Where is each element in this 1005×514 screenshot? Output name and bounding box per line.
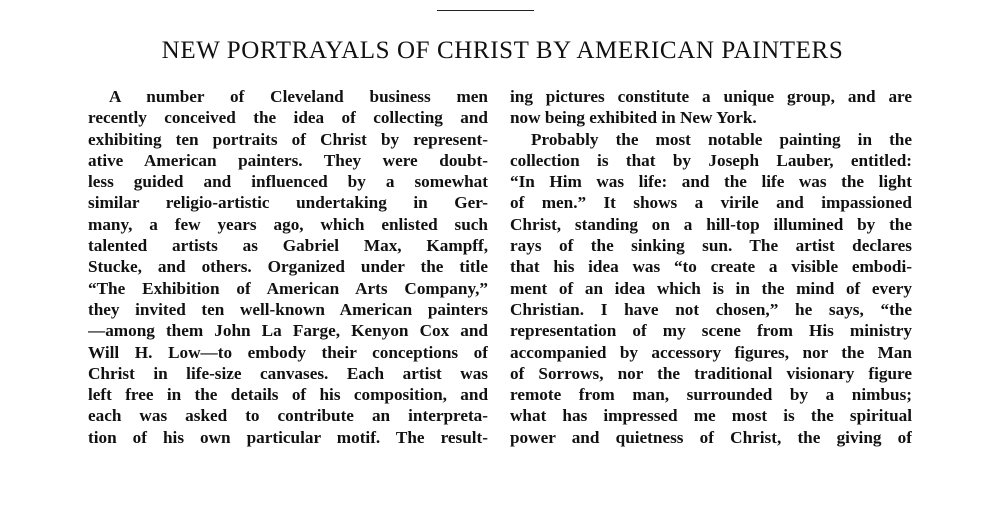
text-line: what has impressed me most is the spiritual [510, 406, 912, 426]
text-line: of Sorrows, nor the traditional visionary figure [510, 363, 912, 383]
article-title: NEW PORTRAYALS OF CHRIST BY AMERICAN PAINTERS [161, 37, 844, 64]
text-line: tion of his own particular motif. The result- [88, 427, 488, 447]
text-line: Stucke, and others. Organized under the title [88, 257, 488, 277]
text-line: ment of an idea which is in the mind of every [510, 278, 912, 298]
text-line: Christ, standing on a hill-top illumined by the [510, 214, 912, 234]
text-line: ing pictures constitute a unique group, and are [510, 87, 912, 106]
text-line: collection is that by Joseph Lauber, entitled: [510, 150, 912, 170]
text-line: A number of Cleveland business men [109, 87, 488, 106]
text-line: “In Him was life: and the life was the light [510, 172, 912, 192]
text-line: talented artists as Gabriel Max, Kampff, [88, 236, 488, 256]
right-column [510, 86, 912, 448]
text-line: accompanied by accessory figures, nor the Man [510, 342, 912, 362]
text-line: less guided and influenced by a somewhat [88, 172, 488, 192]
text-line: Will H. Low—to embody their conceptions of [88, 342, 488, 362]
text-line: power and quietness of Christ, the giving of [510, 427, 912, 447]
text-line: exhibiting ten portraits of Christ by represent- [88, 129, 488, 149]
text-line: Christian. I have not chosen,” he says, “the [510, 299, 912, 319]
text-line: many, a few years ago, which enlisted such [88, 214, 488, 234]
text-line: Christ in life-size canvases. Each artist was [88, 363, 488, 383]
text-line: left free in the details of his composition, and [88, 385, 488, 405]
text-line: representation of my scene from His ministry [510, 321, 912, 341]
text-line: each was asked to contribute an interpreta- [88, 406, 488, 426]
header-rule [437, 10, 534, 11]
text-line: similar religio-artistic undertaking in Ger- [88, 193, 488, 213]
text-line: ative American painters. They were doubt- [88, 150, 488, 170]
text-line: remote from man, surrounded by a nimbus; [510, 385, 912, 405]
text-line: now being exhibited in New York. [510, 108, 757, 128]
text-line: “The Exhibition of American Arts Company,” [88, 278, 488, 298]
text-line: —among them John La Farge, Kenyon Cox and [88, 321, 488, 341]
text-line: Probably the most notable painting in the [531, 129, 912, 149]
text-line: rays of the sinking sun. The artist declares [510, 236, 912, 256]
text-line: they invited ten well-known American painters [88, 299, 488, 319]
text-line: recently conceived the idea of collecting and [88, 108, 488, 128]
left-column [88, 86, 488, 448]
text-line: of men.” It shows a virile and impassioned [510, 193, 912, 213]
text-line: that his idea was “to create a visible embodi- [510, 257, 912, 277]
